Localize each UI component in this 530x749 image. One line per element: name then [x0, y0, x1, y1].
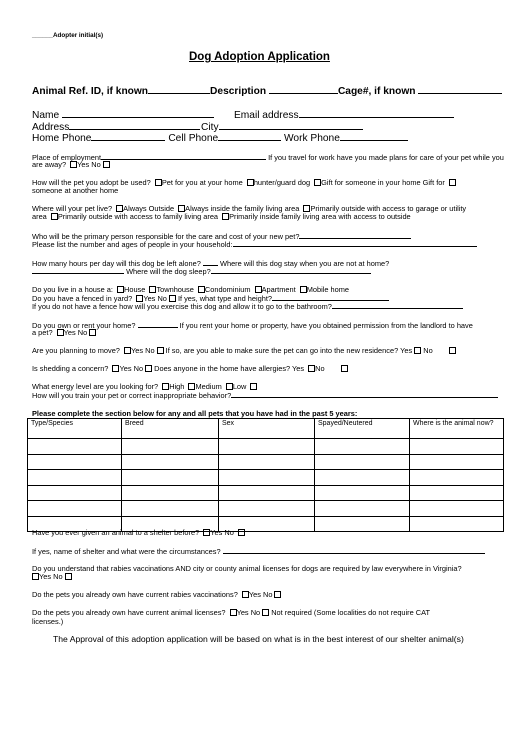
table-cell[interactable] — [219, 439, 315, 455]
energy-extra-checkbox[interactable] — [250, 383, 257, 390]
table-cell[interactable] — [122, 454, 219, 470]
live-garage-label: Primarily outside with access to garage or utility — [310, 204, 467, 213]
house-checkbox[interactable] — [117, 286, 124, 293]
table-cell[interactable] — [219, 470, 315, 486]
purpose-question: How will the pet you adopt be used? — [32, 178, 151, 187]
away-no-checkbox[interactable] — [103, 161, 110, 168]
energy-high-label: High — [169, 382, 185, 391]
shelter-name-field[interactable] — [223, 546, 485, 554]
table-cell[interactable] — [219, 454, 315, 470]
adopter-initials: ______Adopter initial(s) — [32, 32, 104, 39]
employment-field[interactable] — [101, 152, 266, 160]
table-row — [28, 501, 504, 517]
no-label: No — [77, 328, 88, 337]
house-question: Do you live in a house a: — [32, 285, 113, 294]
household-field[interactable] — [233, 239, 477, 247]
table-cell[interactable] — [315, 470, 410, 486]
live-question: Where will your pet live? — [32, 204, 113, 213]
work-phone-field[interactable] — [340, 133, 408, 141]
residence-no-checkbox[interactable] — [449, 347, 456, 354]
table-cell[interactable] — [315, 501, 410, 517]
table-cell[interactable] — [410, 454, 504, 470]
table-cell[interactable] — [315, 516, 410, 532]
table-row — [28, 485, 504, 501]
purpose-gift-other-checkbox[interactable] — [449, 179, 456, 186]
townhouse-label: Townhouse — [156, 285, 194, 294]
pets-table — [27, 418, 504, 532]
rabies-row: Do you understand that rabies vaccinations AND city or county animal licenses for dogs are required by law everywhere in Virginia? — [32, 564, 462, 573]
landlord-no-checkbox[interactable] — [89, 329, 96, 336]
shedding-question: Is shedding a concern? — [32, 364, 109, 373]
table-cell[interactable] — [410, 470, 504, 486]
landlord-yes-checkbox[interactable] — [57, 329, 64, 336]
email-row — [234, 110, 454, 121]
moving-question: Are you planning to move? — [32, 346, 120, 355]
purpose-row-2: someone at another home — [32, 186, 119, 195]
own-field[interactable] — [138, 320, 178, 328]
energy-low-checkbox[interactable] — [226, 383, 233, 390]
table-cell[interactable] — [410, 485, 504, 501]
yes-label: Yes — [236, 608, 249, 617]
cell-phone-field[interactable] — [218, 133, 281, 141]
email-field[interactable] — [299, 110, 454, 118]
table-cell[interactable] — [28, 454, 122, 470]
yes-label: Yes — [39, 572, 52, 581]
vacc-no-checkbox[interactable] — [274, 591, 281, 598]
allergies-no-checkbox[interactable] — [341, 365, 348, 372]
alone-question: How many hours per day will this dog be left alone? — [32, 259, 201, 268]
own-row-2 — [32, 328, 96, 337]
no-label: No — [145, 346, 155, 355]
condo-label: Condominium — [204, 285, 251, 294]
yes-label: Yes — [210, 528, 223, 537]
alone-field[interactable] — [203, 258, 218, 266]
house-label: House — [124, 285, 146, 294]
mobile-home-label: Mobile home — [306, 285, 350, 294]
table-cell[interactable] — [219, 485, 315, 501]
live-family-inside-label: Primarily inside family living area with access to outside — [229, 212, 411, 221]
col-header-species: Type/Species — [28, 419, 122, 439]
animal-ref-field[interactable] — [148, 86, 210, 94]
fence-question: Do you have a fenced in yard? — [32, 294, 133, 303]
table-cell[interactable] — [315, 439, 410, 455]
purpose-gift-home-label: Gift for someone in your home — [321, 178, 421, 187]
table-cell[interactable] — [315, 454, 410, 470]
moving-yes-checkbox[interactable] — [124, 347, 131, 354]
travel-question: If you travel for work have you made plans for care of your pet while you — [268, 153, 504, 162]
mobile-home-checkbox[interactable] — [300, 286, 307, 293]
shelter-question: Have you ever given an animal to a shelter before? — [32, 528, 200, 537]
live-family-outside-label: Primarily outside with access to family living area — [57, 212, 219, 221]
yes-label: Yes — [292, 364, 305, 373]
phone-row — [32, 133, 408, 144]
no-label: No — [53, 572, 63, 581]
home-phone-field[interactable] — [91, 133, 165, 141]
yes-label: Yes — [131, 346, 144, 355]
address-row — [32, 122, 200, 133]
table-cell[interactable] — [28, 470, 122, 486]
employment-label: Place of employment — [32, 153, 102, 162]
no-label: No — [423, 346, 433, 355]
train-field[interactable] — [231, 390, 498, 398]
shelter-name-question: If yes, name of shelter and what were the circumstances? — [32, 547, 221, 556]
col-header-breed: Breed — [122, 419, 219, 439]
no-label: No — [250, 608, 261, 617]
table-cell[interactable] — [28, 439, 122, 455]
license-yes-checkbox[interactable] — [230, 609, 237, 616]
train-question: How will you train your pet or correct inappropriate behavior? — [32, 391, 232, 400]
no-label: No — [157, 294, 167, 303]
exercise-field[interactable] — [332, 301, 463, 309]
yes-label: Yes — [248, 590, 261, 599]
live-row-2 — [32, 212, 411, 221]
table-cell[interactable] — [28, 485, 122, 501]
live-inside-label: Always inside the family living area — [185, 204, 300, 213]
table-header-row — [28, 419, 504, 439]
residence-yes-checkbox[interactable] — [414, 347, 421, 354]
own-question: Do you own or rent your home? — [32, 321, 136, 330]
sleep-question: Where will the dog sleep? — [126, 267, 211, 276]
rabies-no-checkbox[interactable] — [65, 573, 72, 580]
moving-no-checkbox[interactable] — [157, 347, 164, 354]
shelter-no-checkbox[interactable] — [238, 529, 245, 536]
table-cell[interactable] — [410, 439, 504, 455]
household-row — [32, 239, 477, 249]
description-label: Description — [210, 86, 267, 97]
page-title: Dog Adoption Application — [189, 51, 330, 63]
household-question: Please list the number and ages of people in your household: — [32, 240, 233, 249]
yes-label: Yes — [77, 160, 90, 169]
ref-line — [32, 86, 502, 97]
license-not-required-label: Not required (Some localities do not require CAT — [271, 608, 431, 617]
apartment-label: Apartment — [261, 285, 296, 294]
vacc-question: Do the pets you already own have current rabies vaccinations? — [32, 590, 238, 599]
purpose-hunter-checkbox[interactable] — [247, 179, 254, 186]
description-field[interactable] — [269, 86, 338, 94]
pets-table-body — [28, 419, 504, 532]
address-label: Address — [32, 122, 70, 133]
allergies-question: Does anyone in the home have allergies? — [154, 364, 291, 373]
approval-note: The Approval of this adoption application will be based on what is in the best interest of our shelter animal(s) — [53, 634, 464, 644]
animal-ref-label: Animal Ref. ID, if known — [32, 86, 149, 97]
stay-question: Where will this dog stay when you are not at home? — [219, 259, 390, 268]
responsible-field[interactable] — [299, 231, 411, 239]
table-cell[interactable] — [410, 501, 504, 517]
vacc-row — [32, 590, 281, 599]
table-cell[interactable] — [122, 470, 219, 486]
pets-header: Please complete the section below for any and all pets that you have had in the past 5 years: — [32, 409, 358, 418]
energy-medium-label: Medium — [195, 382, 222, 391]
fence-type-field[interactable] — [272, 293, 389, 301]
landlord-question-end: a pet? — [32, 328, 53, 337]
live-area-label: area — [32, 212, 47, 221]
apartment-checkbox[interactable] — [255, 286, 262, 293]
col-header-location: Where is the animal now? — [410, 419, 504, 439]
vacc-yes-checkbox[interactable] — [242, 591, 249, 598]
purpose-pet-checkbox[interactable] — [155, 179, 162, 186]
rabies-row-2 — [32, 572, 72, 581]
train-row — [32, 390, 498, 400]
yes-label: Yes — [119, 364, 132, 373]
table-cell[interactable] — [122, 439, 219, 455]
name-label: Name — [32, 110, 60, 121]
sleep-field[interactable] — [211, 266, 371, 274]
sleep-row — [32, 266, 371, 276]
responsible-question: Who will be the primary person responsible for the care and cost of your new pet? — [32, 232, 300, 241]
table-cell[interactable] — [219, 501, 315, 517]
no-label: No — [224, 528, 234, 537]
home-phone-label: Home Phone — [32, 133, 92, 144]
shelter-name-row — [32, 546, 485, 556]
exercise-row — [32, 301, 463, 311]
table-row — [28, 454, 504, 470]
work-phone-label: Work Phone — [284, 133, 340, 144]
away-question: are away? — [32, 160, 67, 169]
city-row — [201, 122, 363, 133]
table-cell[interactable] — [315, 485, 410, 501]
own-row — [32, 320, 473, 330]
energy-question: What energy level are you looking for? — [32, 382, 159, 391]
table-row — [28, 439, 504, 455]
cage-field[interactable] — [418, 86, 502, 94]
residence-question: If so, are you able to make sure the pet can go into the new residence? — [165, 346, 399, 355]
purpose-pet-label: Pet for you at your home — [161, 178, 243, 187]
live-outside-label: Always Outside — [123, 204, 175, 213]
cell-phone-label: Cell Phone — [168, 133, 219, 144]
shedding-row — [32, 364, 348, 373]
license-row-2: licenses.) — [32, 617, 64, 626]
shedding-no-checkbox[interactable] — [145, 365, 152, 372]
stay-field[interactable] — [32, 266, 124, 274]
table-cell[interactable] — [410, 516, 504, 532]
no-label: No — [91, 160, 101, 169]
yes-label: Yes — [400, 346, 413, 355]
purpose-hunter-label: hunter/guard dog — [253, 178, 311, 187]
email-label: Email address — [234, 110, 299, 121]
landlord-question: If you rent your home or property, have you obtained permission from the landlord to have — [179, 321, 473, 330]
live-family-outside-checkbox[interactable] — [51, 213, 58, 220]
table-cell[interactable] — [28, 501, 122, 517]
purpose-gift-other-label: Gift for — [422, 178, 445, 187]
name-row — [32, 110, 214, 121]
col-header-spayed: Spayed/Neutered — [315, 419, 410, 439]
cage-label: Cage#, if known — [337, 86, 416, 97]
exercise-question: If you do not have a fence how will you exercise this dog and allow it to go to the bathroom? — [32, 302, 332, 311]
city-label: City — [201, 122, 219, 133]
fence-type-question: If yes, what type and height? — [177, 294, 273, 303]
yes-label: Yes — [143, 294, 156, 303]
no-label: No — [133, 364, 144, 373]
license-question: Do the pets you already own have current animal licenses? — [32, 608, 226, 617]
col-header-sex: Sex — [219, 419, 315, 439]
shelter-row — [32, 528, 245, 537]
condo-checkbox[interactable] — [198, 286, 205, 293]
name-field[interactable] — [62, 110, 214, 118]
no-label: No — [315, 364, 325, 373]
table-cell[interactable] — [122, 485, 219, 501]
yes-label: Yes — [63, 328, 76, 337]
energy-low-label: Low — [232, 382, 247, 391]
table-cell[interactable] — [122, 501, 219, 517]
away-row — [32, 160, 110, 169]
no-label: No — [263, 590, 273, 599]
license-no-checkbox[interactable] — [262, 609, 269, 616]
address-field[interactable] — [69, 122, 200, 130]
license-row — [32, 608, 430, 617]
moving-row — [32, 346, 456, 355]
rabies-yes-checkbox[interactable] — [32, 573, 39, 580]
table-row — [28, 470, 504, 486]
city-field[interactable] — [219, 122, 363, 130]
